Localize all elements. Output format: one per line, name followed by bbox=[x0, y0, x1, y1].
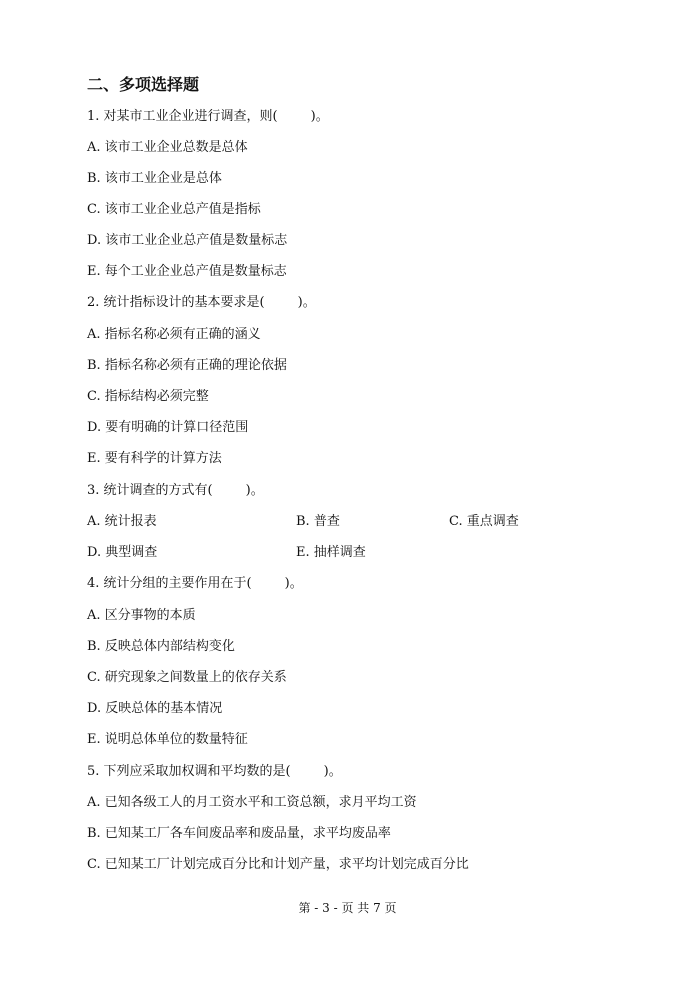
question-4-option-b: B. 反映总体内部结构变化 bbox=[87, 639, 235, 654]
question-1-option-e: E. 每个工业企业总产值是数量标志 bbox=[87, 264, 287, 279]
question-4-option-a: A. 区分事物的本质 bbox=[87, 608, 196, 623]
question-4-option-d: D. 反映总体的基本情况 bbox=[87, 701, 223, 716]
question-1-option-d: D. 该市工业企业总产值是数量标志 bbox=[87, 233, 288, 248]
page-number-footer: 第 - 3 - 页 共 7 页 bbox=[298, 901, 397, 915]
question-4-stem: 4. 统计分组的主要作用在于( )。 bbox=[87, 576, 303, 591]
question-2-option-d: D. 要有明确的计算口径范围 bbox=[87, 420, 249, 435]
question-2-stem: 2. 统计指标设计的基本要求是( )。 bbox=[87, 295, 316, 310]
question-3-stem: 3. 统计调查的方式有( )。 bbox=[87, 483, 264, 498]
question-5-option-c: C. 已知某工厂计划完成百分比和计划产量，求平均计划完成百分比 bbox=[87, 857, 469, 872]
question-1-option-a: A. 该市工业企业总数是总体 bbox=[87, 140, 248, 155]
question-5-option-b: B. 已知某工厂各车间废品率和废品量，求平均废品率 bbox=[87, 826, 391, 841]
question-1-option-b: B. 该市工业企业是总体 bbox=[87, 171, 222, 186]
question-3-option-e: E. 抽样调查 bbox=[296, 545, 366, 560]
question-3-option-a: A. 统计报表 bbox=[87, 514, 157, 529]
question-3-option-b: B. 普查 bbox=[296, 514, 340, 529]
question-3-option-d: D. 典型调查 bbox=[87, 545, 158, 560]
question-2-option-c: C. 指标结构必须完整 bbox=[87, 389, 209, 404]
question-2-option-b: B. 指标名称必须有正确的理论依据 bbox=[87, 358, 287, 373]
question-5-stem: 5. 下列应采取加权调和平均数的是( )。 bbox=[87, 764, 342, 779]
question-2-option-a: A. 指标名称必须有正确的涵义 bbox=[87, 327, 261, 342]
question-2-option-e: E. 要有科学的计算方法 bbox=[87, 451, 222, 466]
question-1-option-c: C. 该市工业企业总产值是指标 bbox=[87, 202, 261, 217]
question-1-stem: 1. 对某市工业企业进行调查，则( )。 bbox=[87, 109, 329, 124]
section-title: 二、多项选择题 bbox=[87, 75, 200, 94]
question-5-option-a: A. 已知各级工人的月工资水平和工资总额，求月平均工资 bbox=[87, 795, 417, 810]
question-4-option-c: C. 研究现象之间数量上的依存关系 bbox=[87, 670, 287, 685]
question-3-option-c: C. 重点调查 bbox=[449, 514, 519, 529]
question-4-option-e: E. 说明总体单位的数量特征 bbox=[87, 732, 248, 747]
